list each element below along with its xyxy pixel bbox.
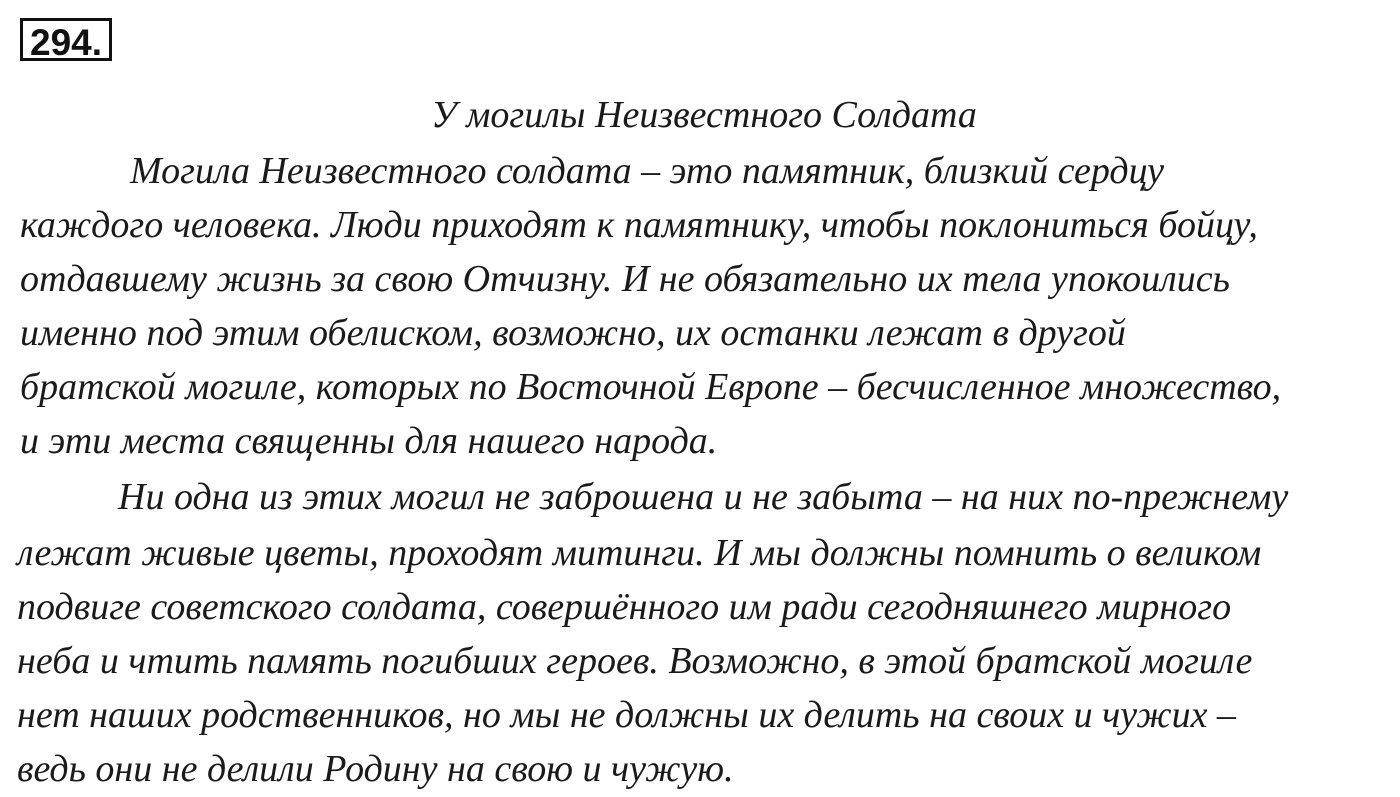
text-line: ведь они не делили Родину на свою и чужую. [17, 748, 734, 790]
text-line: лежат живые цветы, проходят митинги. И мы должны помнить о великом [17, 532, 1262, 574]
text-line: подвиге советского солдата, совершённого им ради сегодняшнего мирного [17, 586, 1232, 628]
exercise-number-box: 294. [20, 18, 112, 61]
text-title: У могилы Неизвестного Солдата [431, 94, 977, 136]
text-line: Могила Неизвестного солдата – это памятник, близкий сердцу [130, 150, 1164, 192]
text-line: Ни одна из этих могил не заброшена и не забыта – на них по-прежнему [118, 476, 1289, 518]
text-line: братской могиле, которых по Восточной Европе – бесчисленное множество, [20, 366, 1282, 408]
text-line: неба и чтить память погибших героев. Возможно, в этой братской могиле [17, 640, 1253, 682]
text-line: именно под этим обелиском, возможно, их останки лежат в другой [20, 312, 1126, 354]
text-line: нет наших родственников, но мы не должны их делить на своих и чужих – [17, 694, 1236, 736]
text-line: отдавшему жизнь за свою Отчизну. И не обязательно их тела упокоились [20, 258, 1230, 300]
text-line: и эти места священны для нашего народа. [20, 420, 718, 462]
text-line: каждого человека. Люди приходят к памятнику, чтобы поклониться бойцу, [20, 204, 1258, 246]
